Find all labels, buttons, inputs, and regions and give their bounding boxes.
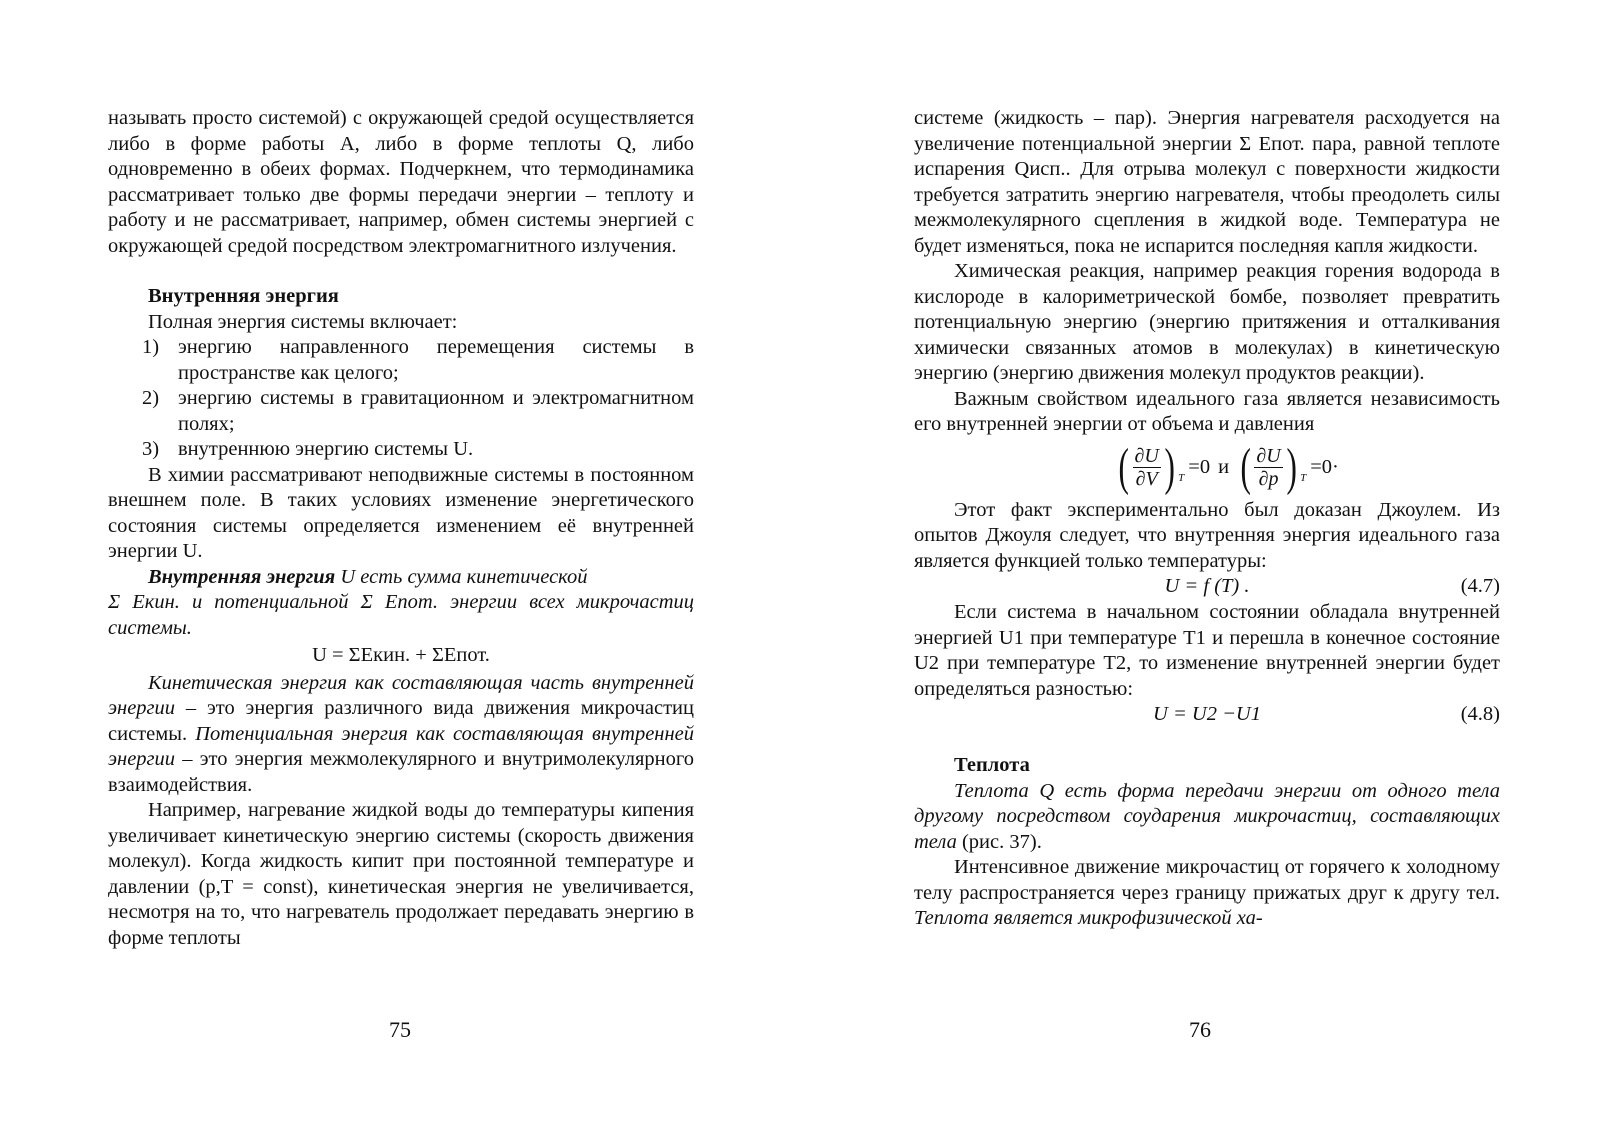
equals-zero: =0· (1310, 455, 1339, 478)
fraction-numerator: ∂U (1256, 445, 1281, 467)
partial-derivative-volume (1115, 438, 1211, 496)
list-item-text: энергию направленного перемещения системы в пространстве как целого; (178, 336, 694, 384)
equals-zero: =0 (1188, 455, 1211, 478)
figure-reference: (рис. 37). (956, 830, 1042, 853)
kinetic-term: Кинетическая энергия как составляющая часть внутренней энергии (108, 671, 694, 719)
partial-derivative-pressure (1237, 438, 1339, 496)
left-paren-icon: ( (1118, 438, 1130, 496)
list-item-text: энергию системы в гравитационном и электромагнитном полях; (178, 387, 694, 435)
list-item (142, 437, 694, 463)
definition-line-2: Σ Eкин. и потенциальной Σ Eпот. энергии всех микрочастиц системы. (108, 591, 694, 639)
heat-definition (914, 779, 1500, 856)
subscript: T (1178, 472, 1185, 484)
right-page (800, 0, 1600, 1131)
motion-paragraph (914, 855, 1500, 932)
equation-number: (4.7) (1460, 575, 1500, 597)
left-paren-icon: ( (1240, 438, 1251, 496)
intro-paragraph: называть просто системой) с окружающей средой осуществляется либо в форме работы A, либо в форме теплоты Q, либо одновременно в обеих формах. Подчеркнем, что термодинамика рассматривает только две формы передачи энергии – теплоту и работу и не рассматривает, например, обмен системы энергией с окружающей средой посредством электромагнитного излучения. (108, 107, 694, 257)
heat-definition-text: Теплота Q есть форма передачи энергии от одного тела другому посредством соударения микрочастиц, составляющих тела (914, 779, 1500, 853)
equation-text: U = U2 −U1 (1153, 703, 1261, 725)
kinetic-text: – это энергия различного вида движения микрочастиц системы. (108, 697, 694, 745)
list-item (142, 386, 694, 437)
list-item-number: 3) (142, 438, 160, 460)
joule-paragraph: Этот факт экспериментально был доказан Джоулем. Из опытов Джоуля следует, что внутренняя энергия идеального газа является функцией только температуры: (914, 498, 1500, 572)
right-text-column (914, 106, 1500, 932)
right-paren-icon: ) (1164, 438, 1175, 496)
continuation-paragraph: системе (жидкость – пар). Энергия нагревателя расходуется на увеличение потенциальной энергии Σ Eпот. пара, равной теплоте испарения Qисп.. Для отрыва молекул с поверхности жидкости требуется затратить энергию нагревателя, чтобы преодолеть силы межмолекулярного сцепления в жидкой воде. Температура не будет изменяться, пока не испарится последняя капля жидкости. (914, 107, 1500, 257)
page-number: 76 (1189, 1017, 1211, 1042)
definition-text-1: U есть сумма кинетической (340, 565, 588, 588)
state-paragraph: Если система в начальном состоянии обладала внутренней энергией U1 при температуре T1 и перешла в конечное состояние U2 при температуре T2, то изменение внутренней энергии будет определяться разностью: (914, 601, 1500, 700)
fraction (1133, 445, 1161, 490)
motion-italic-text: Теплота является микрофизической ха- (914, 907, 1263, 929)
example-paragraph: Например, нагревание жидкой воды до температуры кипения увеличивает кинетическую энергию системы (скорость движения молекул). Когда жидкость кипит при постоянной температуре и давлении (p,T = const), кинетическая энергия не увеличивается, несмотря на то, что нагреватель продолжает передавать энергию в форме теплоты (108, 799, 694, 949)
conjunction: и (1218, 455, 1230, 478)
fraction (1254, 445, 1282, 490)
formula-internal-energy: U = ΣEкин. + ΣEпот. (312, 644, 490, 666)
partial-derivative-equation (954, 438, 1500, 498)
fraction-numerator: ∂U (1134, 445, 1159, 467)
equation-number: (4.8) (1460, 703, 1500, 725)
chemistry-paragraph: В химии рассматривают неподвижные системы в постоянном внешнем поле. В таких условиях изменение энергетического состояния системы определяется изменением её внутренней энергии U. (108, 463, 694, 562)
definition-term: Внутренняя энергия (148, 565, 336, 588)
potential-term: Потенциальная энергия как составляющая внутренней энергии (108, 722, 694, 770)
list-item-number: 1) (142, 336, 160, 358)
equation-4-7 (914, 574, 1500, 600)
fraction-denominator: ∂p (1258, 468, 1279, 490)
kinetic-paragraph (108, 671, 694, 799)
left-text-column (108, 106, 694, 951)
fraction-denominator: ∂V (1135, 468, 1158, 490)
section-heading-heat: Теплота (954, 754, 1030, 776)
definition-line-1 (108, 565, 694, 591)
list-item-number: 2) (142, 387, 160, 409)
right-paren-icon: ) (1286, 438, 1297, 496)
list-item-text: внутреннюю энергию системы U. (178, 438, 474, 460)
potential-text: – это энергия межмолекулярного и внутримолекулярного взаимодействия. (108, 748, 694, 796)
motion-text: Интенсивное движение микрочастиц от горячего к холодному телу распространяется через границу прижатых друг к другу тел. (914, 856, 1500, 904)
page-number: 75 (389, 1017, 411, 1042)
reaction-paragraph: Химическая реакция, например реакция горения водорода в кислороде в калориметрической бомбе, позволяет превратить потенциальную энергию (энергию притяжения и отталкивания химически связанных атомов в молекулах) в кинетическую энергию (энергию движения молекул продуктов реакции). (914, 260, 1500, 384)
section-heading-internal-energy: Внутренняя энергия (148, 285, 339, 307)
ideal-gas-paragraph: Важным свойством идеального газа является независимость его внутренней энергии от объема и давления (914, 387, 1500, 435)
list-item (142, 335, 694, 386)
subscript: T (1300, 472, 1307, 484)
equation-text: U = f (T) . (1164, 575, 1250, 597)
list-intro: Полная энергия системы включает: (148, 310, 458, 333)
equation-4-8 (914, 702, 1500, 728)
